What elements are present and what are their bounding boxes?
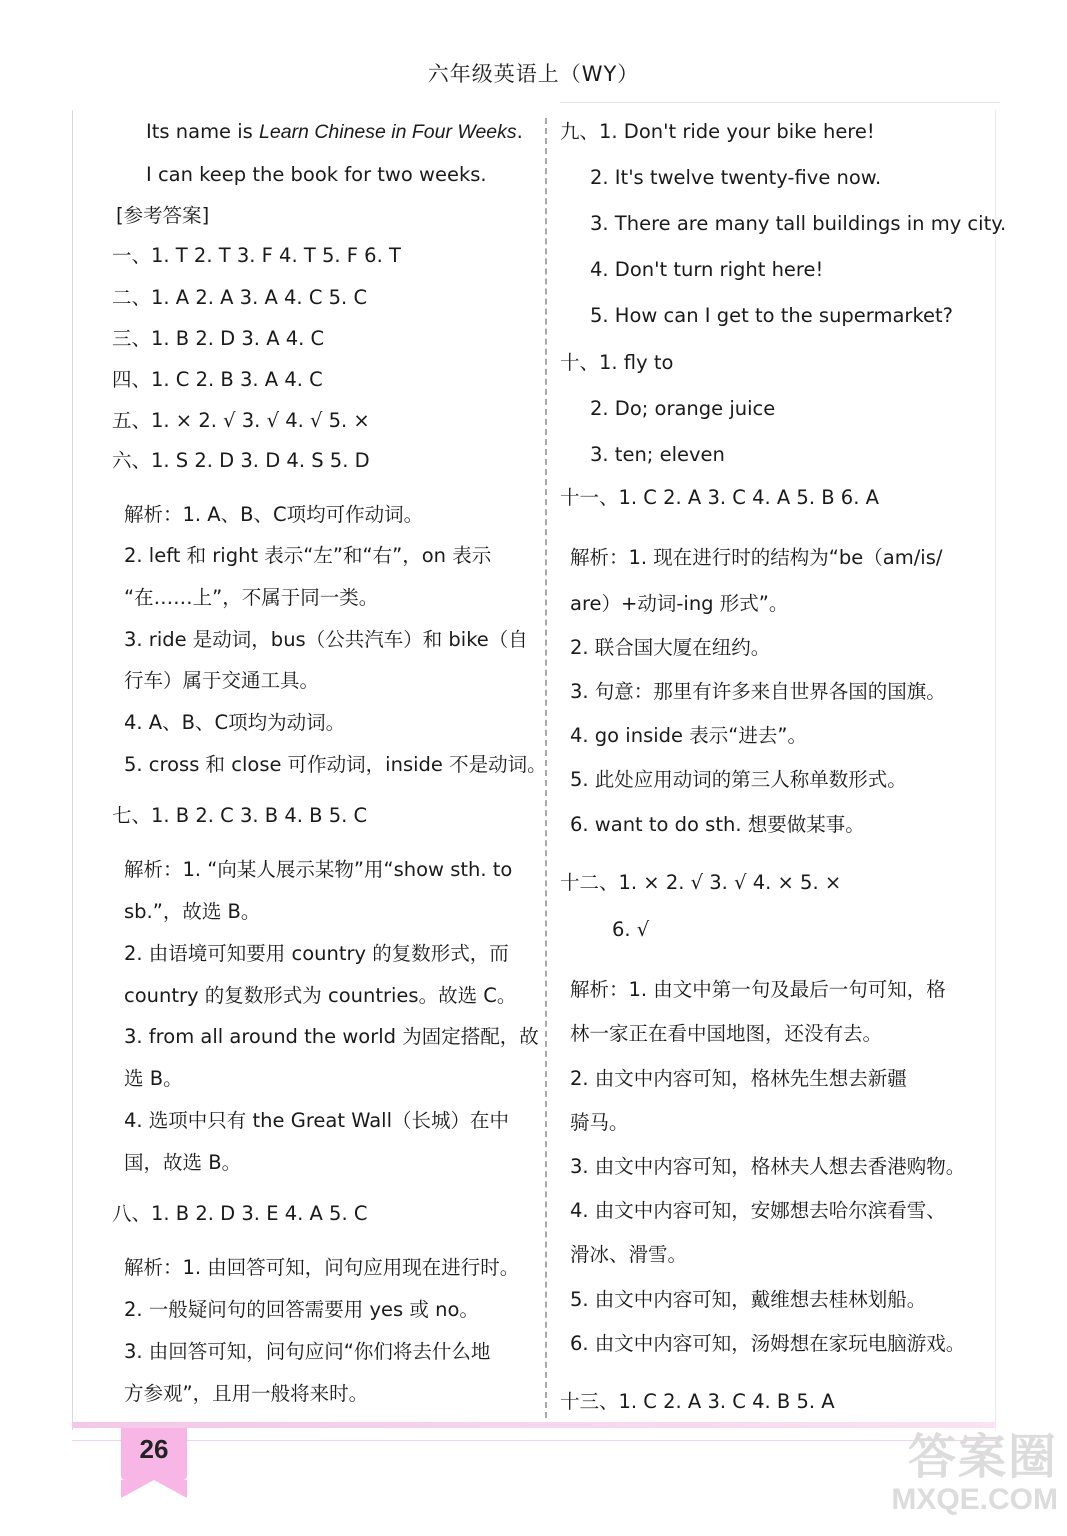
analysis-line: “在……上”，不属于同一类。 xyxy=(124,586,379,609)
analysis-line: 2. 联合国大厦在纽约。 xyxy=(570,636,771,659)
analysis-line: 解析：1. 现在进行时的结构为“be（am/is/ xyxy=(570,546,943,569)
analysis-line: 行车）属于交通工具。 xyxy=(124,669,320,692)
analysis-line: 国，故选 B。 xyxy=(124,1151,242,1174)
header-rule xyxy=(560,102,1000,103)
analysis-line: 3. 由回答可知，问句应问“你们将去什么地 xyxy=(124,1340,491,1363)
watermark-domain: MXQE.COM xyxy=(891,1483,1058,1516)
analysis-line: 2. left 和 right 表示“左”和“右”，on 表示 xyxy=(124,544,492,567)
watermark-logo xyxy=(888,1418,1058,1528)
analysis-line: 选 B。 xyxy=(124,1067,183,1090)
analysis-line: 3. ride 是动词，bus（公共汽车）和 bike（自 xyxy=(124,628,528,651)
analysis-line: 解析：1. “向某人展示某物”用“show sth. to xyxy=(124,858,513,881)
answer-line: 2. It's twelve twenty-five now. xyxy=(590,166,882,189)
analysis-line: 4. go inside 表示“进去”。 xyxy=(570,724,807,747)
answer-line: 3. ten; eleven xyxy=(590,443,725,466)
intro-line-1-prefix: Its name is xyxy=(146,120,260,143)
answer-section-12: 十二、1. × 2. √ 3. √ 4. × 5. × xyxy=(560,871,842,894)
intro-line-1 xyxy=(146,122,523,143)
analysis-line: 5. 由文中内容可知，戴维想去桂林划船。 xyxy=(570,1288,927,1311)
footer-band xyxy=(72,1422,996,1428)
analysis-line: 滑冰、滑雪。 xyxy=(570,1243,688,1266)
analysis-line: 3. from all around the world 为固定搭配，故 xyxy=(124,1025,539,1048)
analysis-line: 3. 由文中内容可知，格林夫人想去香港购物。 xyxy=(570,1155,966,1178)
analysis-line: 4. 选项中只有 the Great Wall（长城）在中 xyxy=(124,1109,510,1132)
right-margin-rule xyxy=(995,110,996,1430)
analysis-line: 6. want to do sth. 想要做某事。 xyxy=(570,813,865,836)
analysis-line: are）+动词-ing 形式”。 xyxy=(570,592,789,615)
analysis-line: 骑马。 xyxy=(570,1111,629,1134)
footer-rule xyxy=(72,1440,996,1441)
analysis-line: 2. 一般疑问句的回答需要用 yes 或 no。 xyxy=(124,1298,479,1321)
analysis-line: sb.”，故选 B。 xyxy=(124,900,261,923)
analysis-line: 4. A、B、C项均为动词。 xyxy=(124,711,346,734)
answer-section-6: 六、1. S 2. D 3. D 4. S 5. D xyxy=(112,449,370,472)
intro-line-2: I can keep the book for two weeks. xyxy=(146,163,487,186)
answer-section-11: 十一、1. C 2. A 3. C 4. A 5. B 6. A xyxy=(560,486,879,509)
answer-section-3: 三、1. B 2. D 3. A 4. C xyxy=(112,327,325,350)
answer-line: 5. How can I get to the supermarket? xyxy=(590,304,954,327)
answer-section-5: 五、1. × 2. √ 3. √ 4. √ 5. × xyxy=(112,409,370,432)
analysis-line: 4. 由文中内容可知，安娜想去哈尔滨看雪、 xyxy=(570,1199,946,1222)
intro-line-1-suffix: . xyxy=(516,120,523,143)
analysis-line: 3. 句意：那里有许多来自世界各国的国旗。 xyxy=(570,680,946,703)
page-number-tab-tail xyxy=(121,1480,187,1498)
answer-section-10: 十、1. fly to xyxy=(560,351,674,374)
answer-section-9: 九、1. Don't ride your bike here! xyxy=(560,120,875,143)
answer-line: 4. Don't turn right here! xyxy=(590,258,824,281)
analysis-line: 6. 由文中内容可知，汤姆想在家玩电脑游戏。 xyxy=(570,1332,966,1355)
answer-section-4: 四、1. C 2. B 3. A 4. C xyxy=(112,368,323,391)
answer-line: 3. There are many tall buildings in my city. xyxy=(590,212,1007,235)
watermark-text: 答案圈 xyxy=(907,1429,1058,1485)
left-margin-rule xyxy=(72,110,73,1430)
analysis-line: 解析：1. A、B、C项均可作动词。 xyxy=(124,503,424,526)
answer-section-7: 七、1. B 2. C 3. B 4. B 5. C xyxy=(112,804,368,827)
reference-answers-heading: [参考答案] xyxy=(116,204,210,227)
analysis-line: 解析：1. 由文中第一句及最后一句可知，格 xyxy=(570,978,946,1001)
analysis-line: 5. cross 和 close 可作动词，inside 不是动词。 xyxy=(124,753,547,776)
analysis-line: 林一家正在看中国地图，还没有去。 xyxy=(570,1022,883,1045)
analysis-line: 方参观”，且用一般将来时。 xyxy=(124,1382,369,1405)
answer-line: 6. √ xyxy=(612,918,650,941)
analysis-line: 5. 此处应用动词的第三人称单数形式。 xyxy=(570,768,907,791)
page-number: 26 xyxy=(139,1434,169,1464)
analysis-line: 2. 由文中内容可知，格林先生想去新疆 xyxy=(570,1067,907,1090)
book-title: Learn Chinese in Four Weeks xyxy=(259,121,517,143)
analysis-line: 2. 由语境可知要用 country 的复数形式，而 xyxy=(124,942,509,965)
answer-section-2: 二、1. A 2. A 3. A 4. C 5. C xyxy=(112,286,368,309)
page-header: 六年级英语上（WY） xyxy=(427,62,640,86)
analysis-line: country 的复数形式为 countries。故选 C。 xyxy=(124,984,517,1007)
answer-section-13: 十三、1. C 2. A 3. C 4. B 5. A xyxy=(560,1390,835,1413)
answer-line: 2. Do; orange juice xyxy=(590,397,776,420)
analysis-line: 解析：1. 由回答可知，问句应用现在进行时。 xyxy=(124,1256,520,1279)
answer-section-1: 一、1. T 2. T 3. F 4. T 5. F 6. T xyxy=(112,244,401,267)
answer-section-8: 八、1. B 2. D 3. E 4. A 5. C xyxy=(112,1202,368,1225)
